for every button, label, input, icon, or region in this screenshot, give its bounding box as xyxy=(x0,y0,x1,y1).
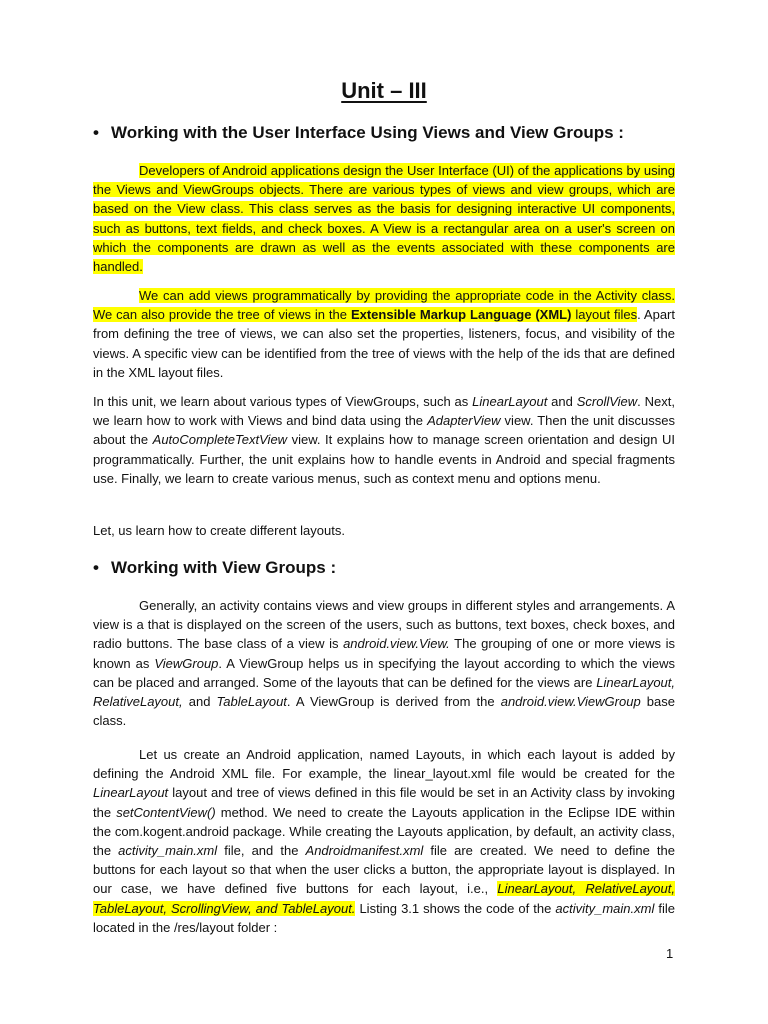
paragraph-add-views: We can add views programmatically by providing the appropriate code in the Activity class. We can also provide the tree of views in the Extensible Markup Language (XML) layout files. Apart from defining the tree of views, we can also set the properties, listeners, focus, and visibility of the views. A specific view can be identified from the tree of views with the help of the ids that are defined in the XML layout files. xyxy=(93,288,675,380)
paragraph-view-groups: Generally, an activity contains views and view groups in different styles and arrangements. A view is a that is displayed on the screen of the users, such as buttons, text boxes, check boxes, and radio buttons. The base class of a view is android.view.View. The grouping of one or more views is known as ViewGroup. A ViewGroup helps us in specifying the layout according to which the views can be placed and arranged. Some of the layouts that can be defined for the views are LinearLayout, RelativeLayout, and TableLayout. A ViewGroup is derived from the android.view.ViewGroup base class. xyxy=(93,598,675,729)
paragraph-unit-overview: In this unit, we learn about various types of ViewGroups, such as LinearLayout and ScrollView. Next, we learn how to work with Views and bind data using the AdapterView view. Then the unit discusses about the AutoCompleteTextView view. It explains how to manage screen orientation and design UI programmatically. Further, the unit explains how to handle events in Android and special fragments use. Finally, we learn to create various menus, such as context menu and options menu. xyxy=(93,394,676,486)
page-number: 1 xyxy=(666,946,674,961)
paragraph-let-us-learn: Let, us learn how to create different layouts. xyxy=(93,523,345,538)
page-title: Unit – III xyxy=(341,78,427,103)
bullet-icon: • xyxy=(93,558,99,577)
paragraph-layouts-app: Let us create an Android application, named Layouts, in which each layout is added by defining the Android XML file. For example, the linear_layout.xml file would be created for the LinearLayout layout and tree of views defined in this file would be set in an Activity class by invoking the setContentView() method. We need to create the Layouts application in the Eclipse IDE within the com.kogent.android package. While creating the Layouts application, by default, an activity class, the activity_main.xml file, and the Androidmanifest.xml file are created. We need to define the buttons for each layout so that when the user clicks a button, the appropriate layout is displayed. In our case, we have defined five buttons for each layout, i.e., LinearLayout, RelativeLayout, TableLayout, ScrollingView, and TableLayout. Listing 3.1 shows the code of the activity_main.xml file located in the /res/layout folder : xyxy=(93,747,675,935)
section-heading-views: • Working with the User Interface Using Views and View Groups : xyxy=(93,121,624,145)
section-heading-view-groups: • Working with View Groups : xyxy=(93,556,336,580)
paragraph-views-intro: Developers of Android applications design the User Interface (UI) of the applications by using the Views and ViewGroups objects. There are various types of views and view groups, which are based on the View class. This class serves as the basis for designing interactive UI components, such as buttons, text fields, and check boxes. A View is a rectangular area on a user's screen on which the components are drawn as well as the events associated with these components are handled. xyxy=(93,163,675,275)
bullet-icon: • xyxy=(93,123,99,142)
